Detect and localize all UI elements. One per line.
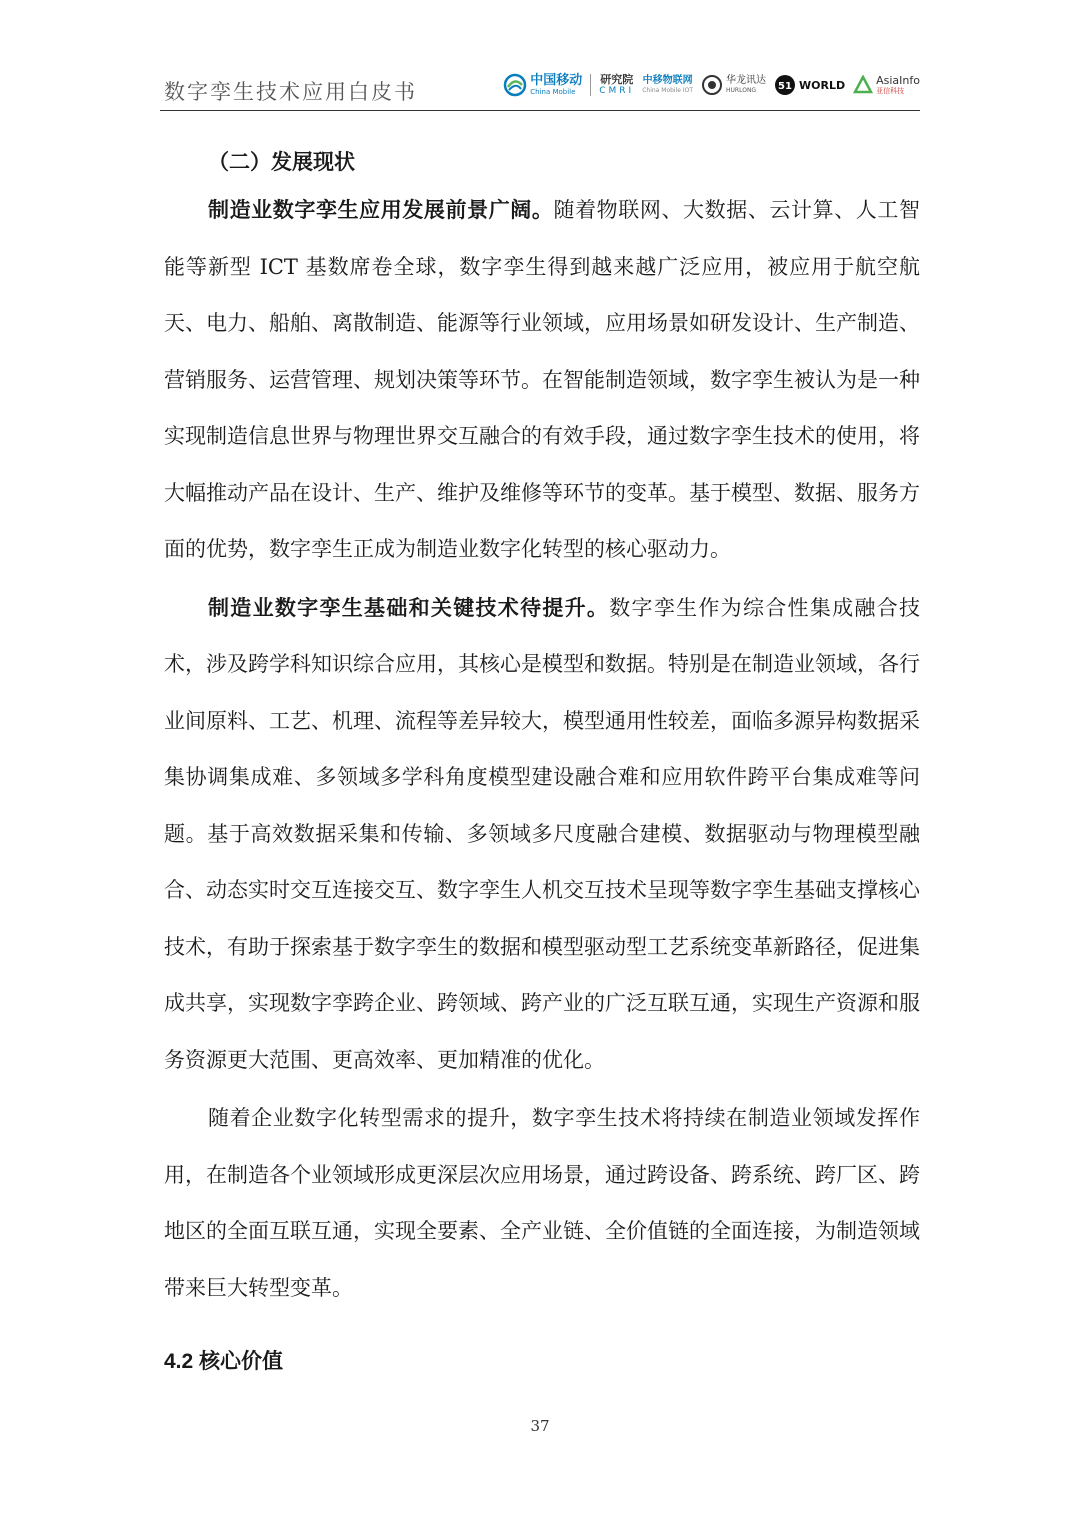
china-mobile-icon — [503, 73, 527, 97]
section-heading: （二）发展现状 — [208, 149, 355, 174]
cmri-logo — [599, 74, 634, 96]
paragraph-3-text: 随着企业数字化转型需求的提升，数字孪生技术将持续在制造业领域发挥作用，在制造各个业领域形成更深层次应用场景，通过跨设备、跨系统、跨厂区、跨地区的全面互联互通，实现全要素、全产业链、全价值链的全面连接，为制造领域带来巨大转型变革。 — [164, 1106, 920, 1300]
asiainfo-logo — [853, 75, 920, 95]
iot-logo — [642, 76, 693, 94]
paragraph-2 — [164, 580, 920, 1089]
china-mobile-en: China Mobile — [530, 88, 576, 96]
51world-badge-text: 51 — [778, 81, 792, 92]
cmri-en: CMRI — [599, 86, 635, 96]
hurlong-icon — [701, 74, 723, 96]
iot-cn: 中移物联网 — [642, 75, 693, 86]
cmri-cn: 研究院 — [600, 73, 634, 86]
page-header — [160, 62, 920, 111]
iot-en: China Mobile IOT — [642, 87, 694, 94]
51world-logo — [774, 74, 845, 96]
51world-badge-icon — [774, 74, 796, 96]
asiainfo-cn: 亚信科技 — [876, 87, 905, 95]
page-number: 37 — [530, 1417, 550, 1435]
hurlong-en: HURLONG — [726, 87, 757, 94]
paragraph-1-lead: 制造业数字孪生应用发展前景广阔。 — [208, 197, 554, 222]
hurlong-logo — [701, 74, 766, 96]
hurlong-cn: 华龙讯达 — [726, 75, 767, 86]
asiainfo-en: AsiaInfo — [876, 74, 920, 87]
subsection-heading: 4.2 核心价值 — [164, 1350, 284, 1373]
asiainfo-icon — [853, 75, 873, 95]
china-mobile-logo — [503, 73, 582, 97]
logo-divider — [590, 74, 591, 96]
paragraph-1 — [164, 182, 920, 578]
51world-text: WORLD — [799, 78, 846, 92]
paragraph-3 — [164, 1090, 920, 1316]
china-mobile-cn: 中国移动 — [530, 73, 583, 88]
paragraph-2-text: 数字孪生作为综合性集成融合技术，涉及跨学科知识综合应用，其核心是模型和数据。特别是在制造业领域，各行业间原料、工艺、机理、流程等差异较大，模型通用性较差，面临多源异构数据采集协调集成难、多领域多学科角度模型建设融合难和应用软件跨平台集成难等问题。基于高效数据采集和传输、多领域多尺度融合建模、数据驱动与物理模型融合、动态实时交互连接交互、数字孪生人机交互技术呈现等数字孪生基础支撑核心技术，有助于探索基于数字孪生的数据和模型驱动型工艺系统变革新路径，促进集成共享，实现数字孪跨企业、跨领域、跨产业的广泛互联互通，实现生产资源和服务资源更大范围、更高效率、更加精准的优化。 — [164, 595, 921, 1072]
paragraph-1-text: 随着物联网、大数据、云计算、人工智能等新型 ICT 基数席卷全球，数字孪生得到越来越广泛应用，被应用于航空航天、电力、船舶、离散制造、能源等行业领域，应用场景如研发设计、生产制造、营销服务、运营管理、规划决策等环节。在智能制造领域，数字孪生被认为是一种实现制造信息世界与物理世界交互融合的有效手段，通过数字孪生技术的使用，将大幅推动产品在设计、生产、维护及维修等环节的变革。基于模型、数据、服务方面的优势，数字孪生正成为制造业数字化转型的核心驱动力。 — [164, 198, 920, 561]
paragraph-2-lead: 制造业数字孪生基础和关键技术待提升。 — [208, 594, 610, 620]
partner-logos — [503, 68, 920, 102]
document-title: 数字孪生技术应用白皮书 — [164, 80, 417, 104]
page-body — [164, 132, 920, 1382]
